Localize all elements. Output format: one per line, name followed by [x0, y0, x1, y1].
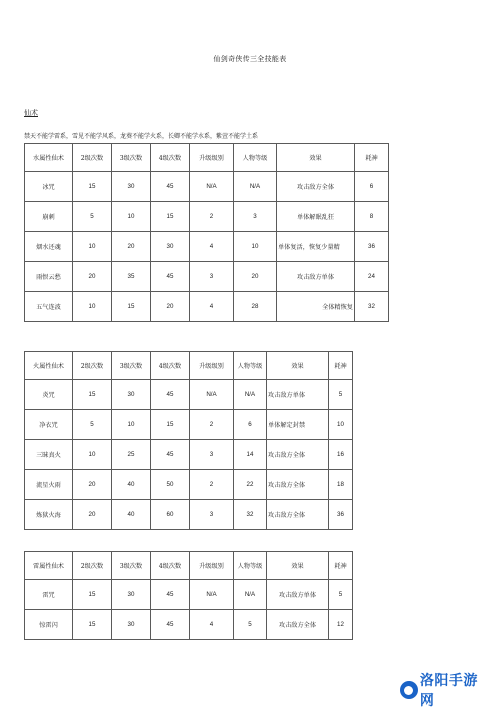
cell: 3 — [190, 262, 234, 292]
cell: 8 — [355, 202, 389, 232]
cell: 3 — [190, 440, 234, 470]
cell: 25 — [112, 440, 151, 470]
header-cell: 耗神 — [355, 144, 389, 172]
table-row — [25, 172, 389, 202]
cell: 10 — [73, 440, 112, 470]
header-cell: 升级级别 — [190, 352, 234, 380]
cell: 45 — [151, 610, 190, 640]
cell: 4 — [190, 610, 234, 640]
cell: 40 — [112, 470, 151, 500]
cell: 30 — [112, 380, 151, 410]
cell: 16 — [329, 440, 353, 470]
table-row — [25, 500, 353, 530]
cell: N/A — [234, 580, 267, 610]
spell-name: 三昧真火 — [25, 440, 73, 470]
header-cell: 4级次数 — [151, 352, 190, 380]
header-cell: 4级次数 — [151, 552, 190, 580]
cell: 5 — [234, 610, 267, 640]
spell-name: 炎咒 — [25, 380, 73, 410]
cell: 14 — [234, 440, 267, 470]
table-row — [25, 580, 353, 610]
cell: 20 — [73, 262, 112, 292]
header-cell: 2级次数 — [73, 144, 112, 172]
spell-name: 烟水还魂 — [25, 232, 73, 262]
header-cell: 耗神 — [329, 552, 353, 580]
cell: 20 — [73, 500, 112, 530]
table-row — [25, 410, 353, 440]
header-cell: 效果 — [267, 352, 329, 380]
cell: 6 — [234, 410, 267, 440]
table-row — [25, 292, 389, 322]
cell: 15 — [151, 410, 190, 440]
table-row — [25, 610, 353, 640]
cell: N/A — [234, 172, 277, 202]
spell-name: 雨恨云愁 — [25, 262, 73, 292]
cell: 50 — [151, 470, 190, 500]
cell: 15 — [73, 380, 112, 410]
header-cell: 人物等级 — [234, 552, 267, 580]
header-cell: 3级次数 — [112, 144, 151, 172]
water-spell-table — [24, 143, 389, 322]
cell: 30 — [112, 172, 151, 202]
spell-name: 五气连波 — [25, 292, 73, 322]
effect-cell: 攻击敌方单体 — [267, 380, 329, 410]
cell: 15 — [73, 580, 112, 610]
cell: N/A — [234, 380, 267, 410]
cell: 60 — [151, 500, 190, 530]
cell: 10 — [73, 232, 112, 262]
cell: 10 — [112, 410, 151, 440]
cell: 30 — [112, 580, 151, 610]
spell-name: 流星火雨 — [25, 470, 73, 500]
cell: 32 — [234, 500, 267, 530]
header-cell: 水属性仙术 — [25, 144, 73, 172]
header-cell: 2级次数 — [73, 352, 112, 380]
header-cell: 耗神 — [329, 352, 353, 380]
cell: 30 — [151, 232, 190, 262]
header-cell: 雷属性仙术 — [25, 552, 73, 580]
header-cell: 升级级别 — [190, 552, 234, 580]
cell: N/A — [190, 580, 234, 610]
cell: 5 — [329, 580, 353, 610]
cell: 10 — [73, 292, 112, 322]
cell: 24 — [355, 262, 389, 292]
section-heading: 仙术 — [24, 109, 38, 117]
cell: 20 — [73, 470, 112, 500]
cell: 6 — [355, 172, 389, 202]
cell: 3 — [234, 202, 277, 232]
header-cell: 效果 — [267, 552, 329, 580]
cell: N/A — [190, 172, 234, 202]
cell: 20 — [151, 292, 190, 322]
cell: 45 — [151, 440, 190, 470]
header-cell: 3级次数 — [112, 352, 151, 380]
spell-name: 惊雷闪 — [25, 610, 73, 640]
cell: 5 — [73, 202, 112, 232]
table-row — [25, 380, 353, 410]
cell: 15 — [73, 172, 112, 202]
cell: 20 — [112, 232, 151, 262]
table-row — [25, 232, 389, 262]
table-header-row — [25, 552, 353, 580]
header-cell: 3级次数 — [112, 552, 151, 580]
cell: 5 — [73, 410, 112, 440]
site-watermark-logo — [400, 673, 492, 709]
cell: 45 — [151, 172, 190, 202]
table-header-row — [25, 144, 389, 172]
fire-spell-table — [24, 351, 353, 530]
header-cell: 火属性仙术 — [25, 352, 73, 380]
header-cell: 效果 — [277, 144, 355, 172]
table-row — [25, 440, 353, 470]
effect-cell: 攻击敌方全体 — [267, 610, 329, 640]
spell-name: 雷咒 — [25, 580, 73, 610]
header-cell: 2级次数 — [73, 552, 112, 580]
cell: 3 — [190, 500, 234, 530]
table-row — [25, 262, 389, 292]
spell-name: 崩刺 — [25, 202, 73, 232]
effect-cell: 单体复活，恢复少量精 — [277, 232, 355, 262]
table-header-row — [25, 352, 353, 380]
cell: 2 — [190, 410, 234, 440]
table-row — [25, 202, 389, 232]
cell: 40 — [112, 500, 151, 530]
spell-name: 净衣咒 — [25, 410, 73, 440]
cell: 15 — [73, 610, 112, 640]
cell: 32 — [355, 292, 389, 322]
cell: 10 — [329, 410, 353, 440]
intro-text: 禁天不能学雷系，雪见不能学风系，龙葵不能学火系，长卿不能学水系，紫萱不能学土系 — [24, 133, 259, 140]
effect-cell: 攻击敌方全体 — [267, 440, 329, 470]
effect-cell: 攻击敌方全体 — [267, 500, 329, 530]
table-row — [25, 470, 353, 500]
effect-cell: 攻击敌方全体 — [277, 172, 355, 202]
cell: 36 — [329, 500, 353, 530]
spell-name: 炼狱火海 — [25, 500, 73, 530]
document-title: 仙剑奇侠传三全技能表 — [213, 55, 287, 63]
header-cell: 人物等级 — [234, 352, 267, 380]
effect-cell: 攻击敌方全体 — [267, 470, 329, 500]
effect-cell: 攻击敌方单体 — [267, 580, 329, 610]
effect-cell: 全体精恢复 — [277, 292, 355, 322]
watermark-text: 洛阳手游网 — [419, 673, 478, 709]
cell: 10 — [234, 232, 277, 262]
effect-cell: 攻击敌方单体 — [277, 262, 355, 292]
cell: 36 — [355, 232, 389, 262]
cell: 2 — [190, 202, 234, 232]
cell: 35 — [112, 262, 151, 292]
cell: 12 — [329, 610, 353, 640]
header-cell: 升级级别 — [190, 144, 234, 172]
cell: 45 — [151, 262, 190, 292]
cell: 20 — [234, 262, 277, 292]
cell: 18 — [329, 470, 353, 500]
cell: 45 — [151, 380, 190, 410]
cell: 15 — [151, 202, 190, 232]
cell: 15 — [112, 292, 151, 322]
gamepad-icon — [400, 681, 418, 699]
thunder-spell-table — [24, 551, 353, 640]
cell: 10 — [112, 202, 151, 232]
header-cell: 4级次数 — [151, 144, 190, 172]
cell: 2 — [190, 470, 234, 500]
spell-name: 冰咒 — [25, 172, 73, 202]
cell: 22 — [234, 470, 267, 500]
cell: 5 — [329, 380, 353, 410]
effect-cell: 单体解定封禁 — [267, 410, 329, 440]
cell: 28 — [234, 292, 277, 322]
cell: 4 — [190, 232, 234, 262]
header-cell: 人物等级 — [234, 144, 277, 172]
cell: 30 — [112, 610, 151, 640]
effect-cell: 单体解眠乱狂 — [277, 202, 355, 232]
cell: 45 — [151, 580, 190, 610]
cell: 4 — [190, 292, 234, 322]
cell: N/A — [190, 380, 234, 410]
